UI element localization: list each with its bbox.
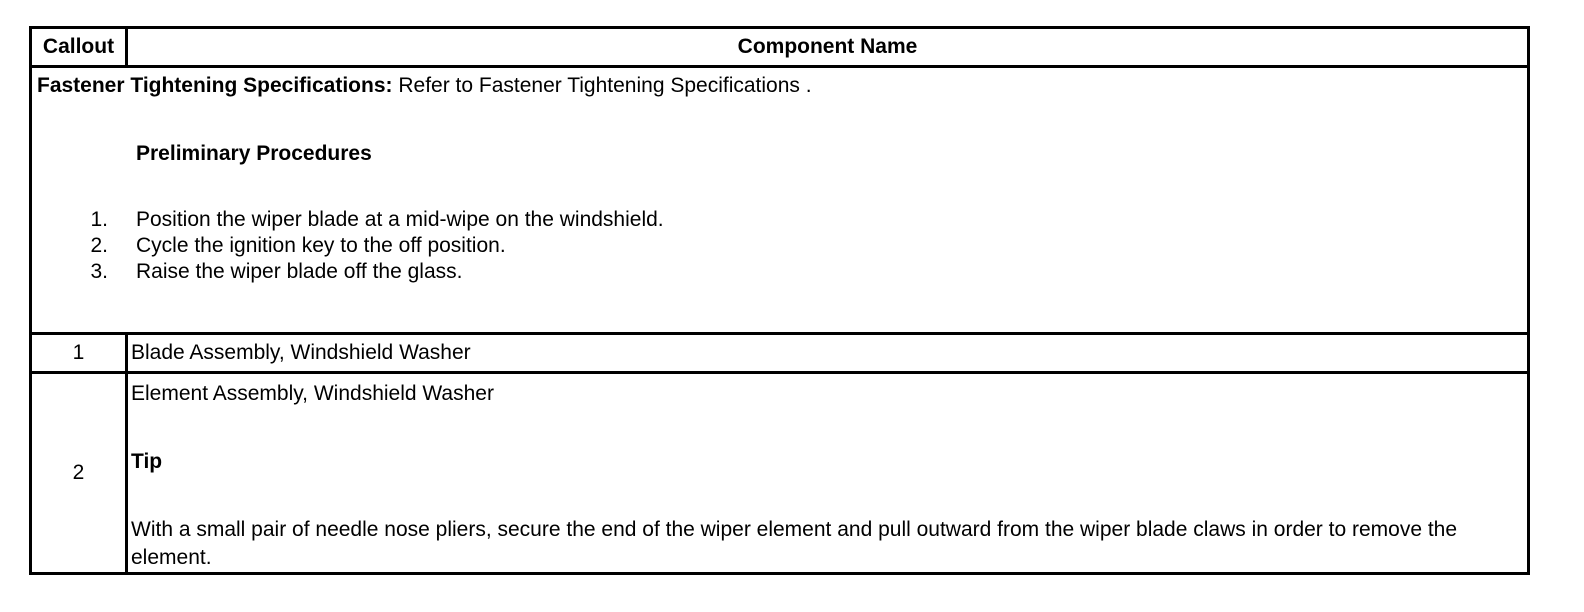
step-text: Cycle the ignition key to the off position.	[136, 234, 506, 257]
component-name: Element Assembly, Windshield Washer	[131, 382, 494, 405]
callout-cell: 2	[31, 373, 127, 574]
procedure-step	[32, 234, 1527, 260]
callout-cell: 1	[31, 334, 127, 373]
table-row	[31, 334, 1529, 373]
procedure-step	[32, 208, 1527, 234]
header-callout: Callout	[31, 28, 127, 67]
procedure-steps	[32, 208, 1527, 286]
specifications-cell	[31, 67, 1529, 334]
component-detail-cell	[127, 373, 1529, 574]
component-table	[29, 26, 1530, 575]
table-header-row	[31, 28, 1529, 67]
step-text: Position the wiper blade at a mid-wipe on the windshield.	[136, 208, 664, 231]
step-number: 1.	[90, 208, 108, 231]
header-component-name: Component Name	[127, 28, 1529, 67]
specifications-row	[31, 67, 1529, 334]
fastener-spec-label: Fastener Tightening Specifications:	[37, 74, 393, 97]
preliminary-procedures-title: Preliminary Procedures	[136, 142, 372, 165]
step-text: Raise the wiper blade off the glass.	[136, 260, 463, 283]
step-number: 2.	[90, 234, 108, 257]
tip-text: With a small pair of needle nose pliers, secure the end of the wiper element and pull outward from the wiper blade claws in order to remove the element.	[131, 518, 1458, 569]
table-row	[31, 373, 1529, 574]
step-number: 3.	[90, 260, 108, 283]
tip-heading: Tip	[131, 450, 163, 473]
fastener-spec-text: Refer to Fastener Tightening Specifications .	[392, 74, 812, 97]
fastener-spec-line	[37, 74, 812, 98]
procedure-step	[32, 260, 1527, 286]
component-name-cell: Blade Assembly, Windshield Washer	[127, 334, 1529, 373]
